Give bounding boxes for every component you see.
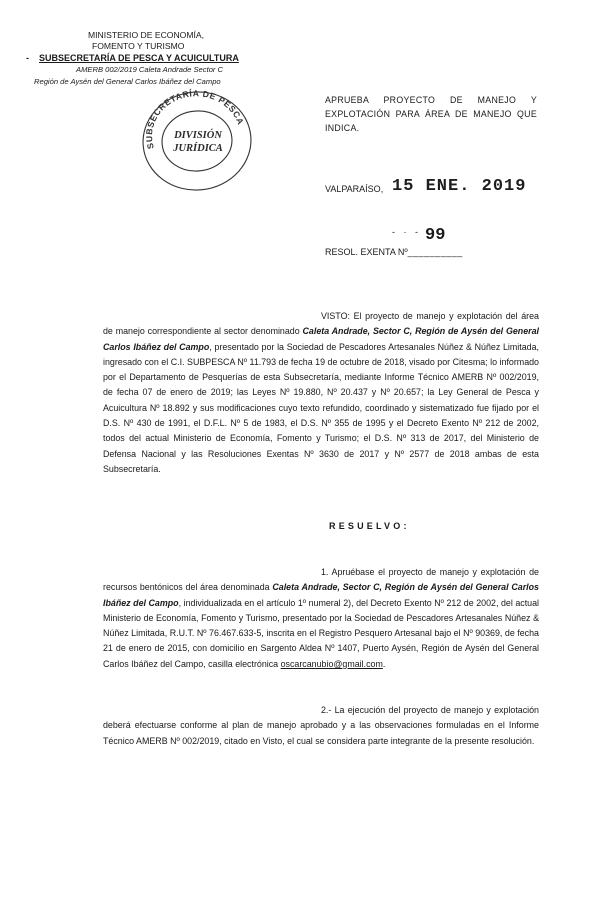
item1-email-link[interactable]: oscarcanubio@gmail.com xyxy=(280,658,383,669)
scribble-marks: - · - xyxy=(392,227,421,237)
stamp-ring-text: SUBSECRETARÍA DE PESCA xyxy=(143,88,247,151)
stamp-center-line-2: JURÍDICA xyxy=(173,143,223,154)
ministry-line-2: FOMENTO Y TURISMO xyxy=(92,41,185,52)
resolution-number: 99 xyxy=(425,226,446,245)
item1-area-name: Caleta Andrade, Sector C, Región de Aysén del General Carlos Ibáñez del Campo xyxy=(103,582,539,608)
item2-text: 2.- La ejecución del proyecto de manejo y explotación deberá efectuarse conforme al plan de manejo aprobado y a las observaciones formuladas en el Informe Técnico AMERB Nº 002/2019, citado en Visto, el cual se considera parte integrante de la presente resolución. xyxy=(103,705,539,746)
item1-text-b: , individualizada en el artículo 1º numeral 2), del Decreto Exento Nº 212 de 2002, del actual Ministerio de Economía, Fomento y Turismo, presentado por la Sociedad de Pescadores Artesanales Núñez & Núñez Limitada, R.U.T. Nº 76.467.633-5, inscrita en el Registro Pesquero Artesanal bajo el Nº 90369, de fecha 21 de enero de 2015, con domicilio en Sargento Aldea Nº 1407, Puerto Aysén, Región de Aysén del General Carlos Ibáñez del Campo, casilla electrónica xyxy=(103,597,540,669)
subject-line-2: EXPLOTACIÓN PARA ÁREA DE MANEJO QUE xyxy=(325,109,537,119)
stamp-center-line-1: DIVISIÓN xyxy=(174,130,222,141)
item1-text-a: 1. Apruébase el proyecto de manejo y explotación de recursos bentónicos del área denominada xyxy=(103,567,539,593)
subsecretaria-name: SUBSECRETARÍA DE PESCA Y ACUICULTURA xyxy=(39,52,239,63)
place-label: VALPARAÍSO, xyxy=(325,184,384,194)
item1-text-c: . xyxy=(382,658,386,669)
letterhead xyxy=(28,30,278,87)
visto-text-a: El proyecto de manejo y explotación del área de manejo correspondiente al sector denominado xyxy=(103,311,539,337)
resolution-blank: __________ xyxy=(407,247,463,257)
resolution-item-2 xyxy=(103,703,539,749)
division-juridica-stamp xyxy=(138,86,256,196)
date-stamp: 15 ENE. 2019 xyxy=(392,177,527,196)
resolution-label: RESOL. EXENTA Nº xyxy=(325,247,408,257)
visto-area-name: Caleta Andrade, Sector C, Región de Aysén del General Carlos Ibáñez del Campo xyxy=(103,326,539,352)
visto-paragraph xyxy=(103,309,539,477)
visto-lead: VISTO: xyxy=(321,311,350,321)
subsecretaria-line: - SUBSECRETARÍA DE PESCA Y ACUICULTURA xyxy=(26,52,239,63)
subject-line-1: APRUEBA PROYECTO DE MANEJO Y xyxy=(325,95,537,105)
subject-line-3: INDICA. xyxy=(325,123,360,133)
reference-line: AMERB 002/2019 Caleta Andrade Sector C xyxy=(76,65,224,75)
region-line: Región de Aysén del General Carlos Ibáñez del Campo xyxy=(34,76,221,86)
resolution-label-line xyxy=(325,247,463,257)
resolution-item-1 xyxy=(103,565,539,672)
ministry-line-1: MINISTERIO DE ECONOMÍA, xyxy=(88,30,205,40)
resuelvo-heading: RESUELVO: xyxy=(329,521,410,531)
visto-text-b: , presentado por la Sociedad de Pescadores Artesanales Núñez & Núñez Limitada, ingresado con el C.I. SUBPESCA Nº 11.793 de fecha 19 de octubre de 2018, visado por Citesma; lo informado por el Departamento de Pesquerías de esta Subsecretaría, mediante Informe Técnico AMERB Nº 002/2019, de fecha 07 de enero de 2019; las Leyes Nº 19.880, Nº 20.437 y Nº 20.657; la Ley General de Pesca y Acuicultura Nº 18.892 y sus modificaciones cuyo texto refundido, coordinado y sistematizado fue fijado por el D.S. Nº 430 de 1991, el D.F.L. Nº 5 de 1983, el D.S. Nº 355 de 1995 y el Decreto Exento Nº 212 de 2002, todos del actual Ministerio de Economía, Fomento y Turismo; el D.S. Nº 313 de 2017, del Ministerio de Defensa Nacional y las Resoluciones Exentas Nº 3630 de 2017 y Nº 2577 de 2018 ambas de esta Subsecretaría. xyxy=(103,341,539,474)
resolution-subject xyxy=(325,93,537,135)
